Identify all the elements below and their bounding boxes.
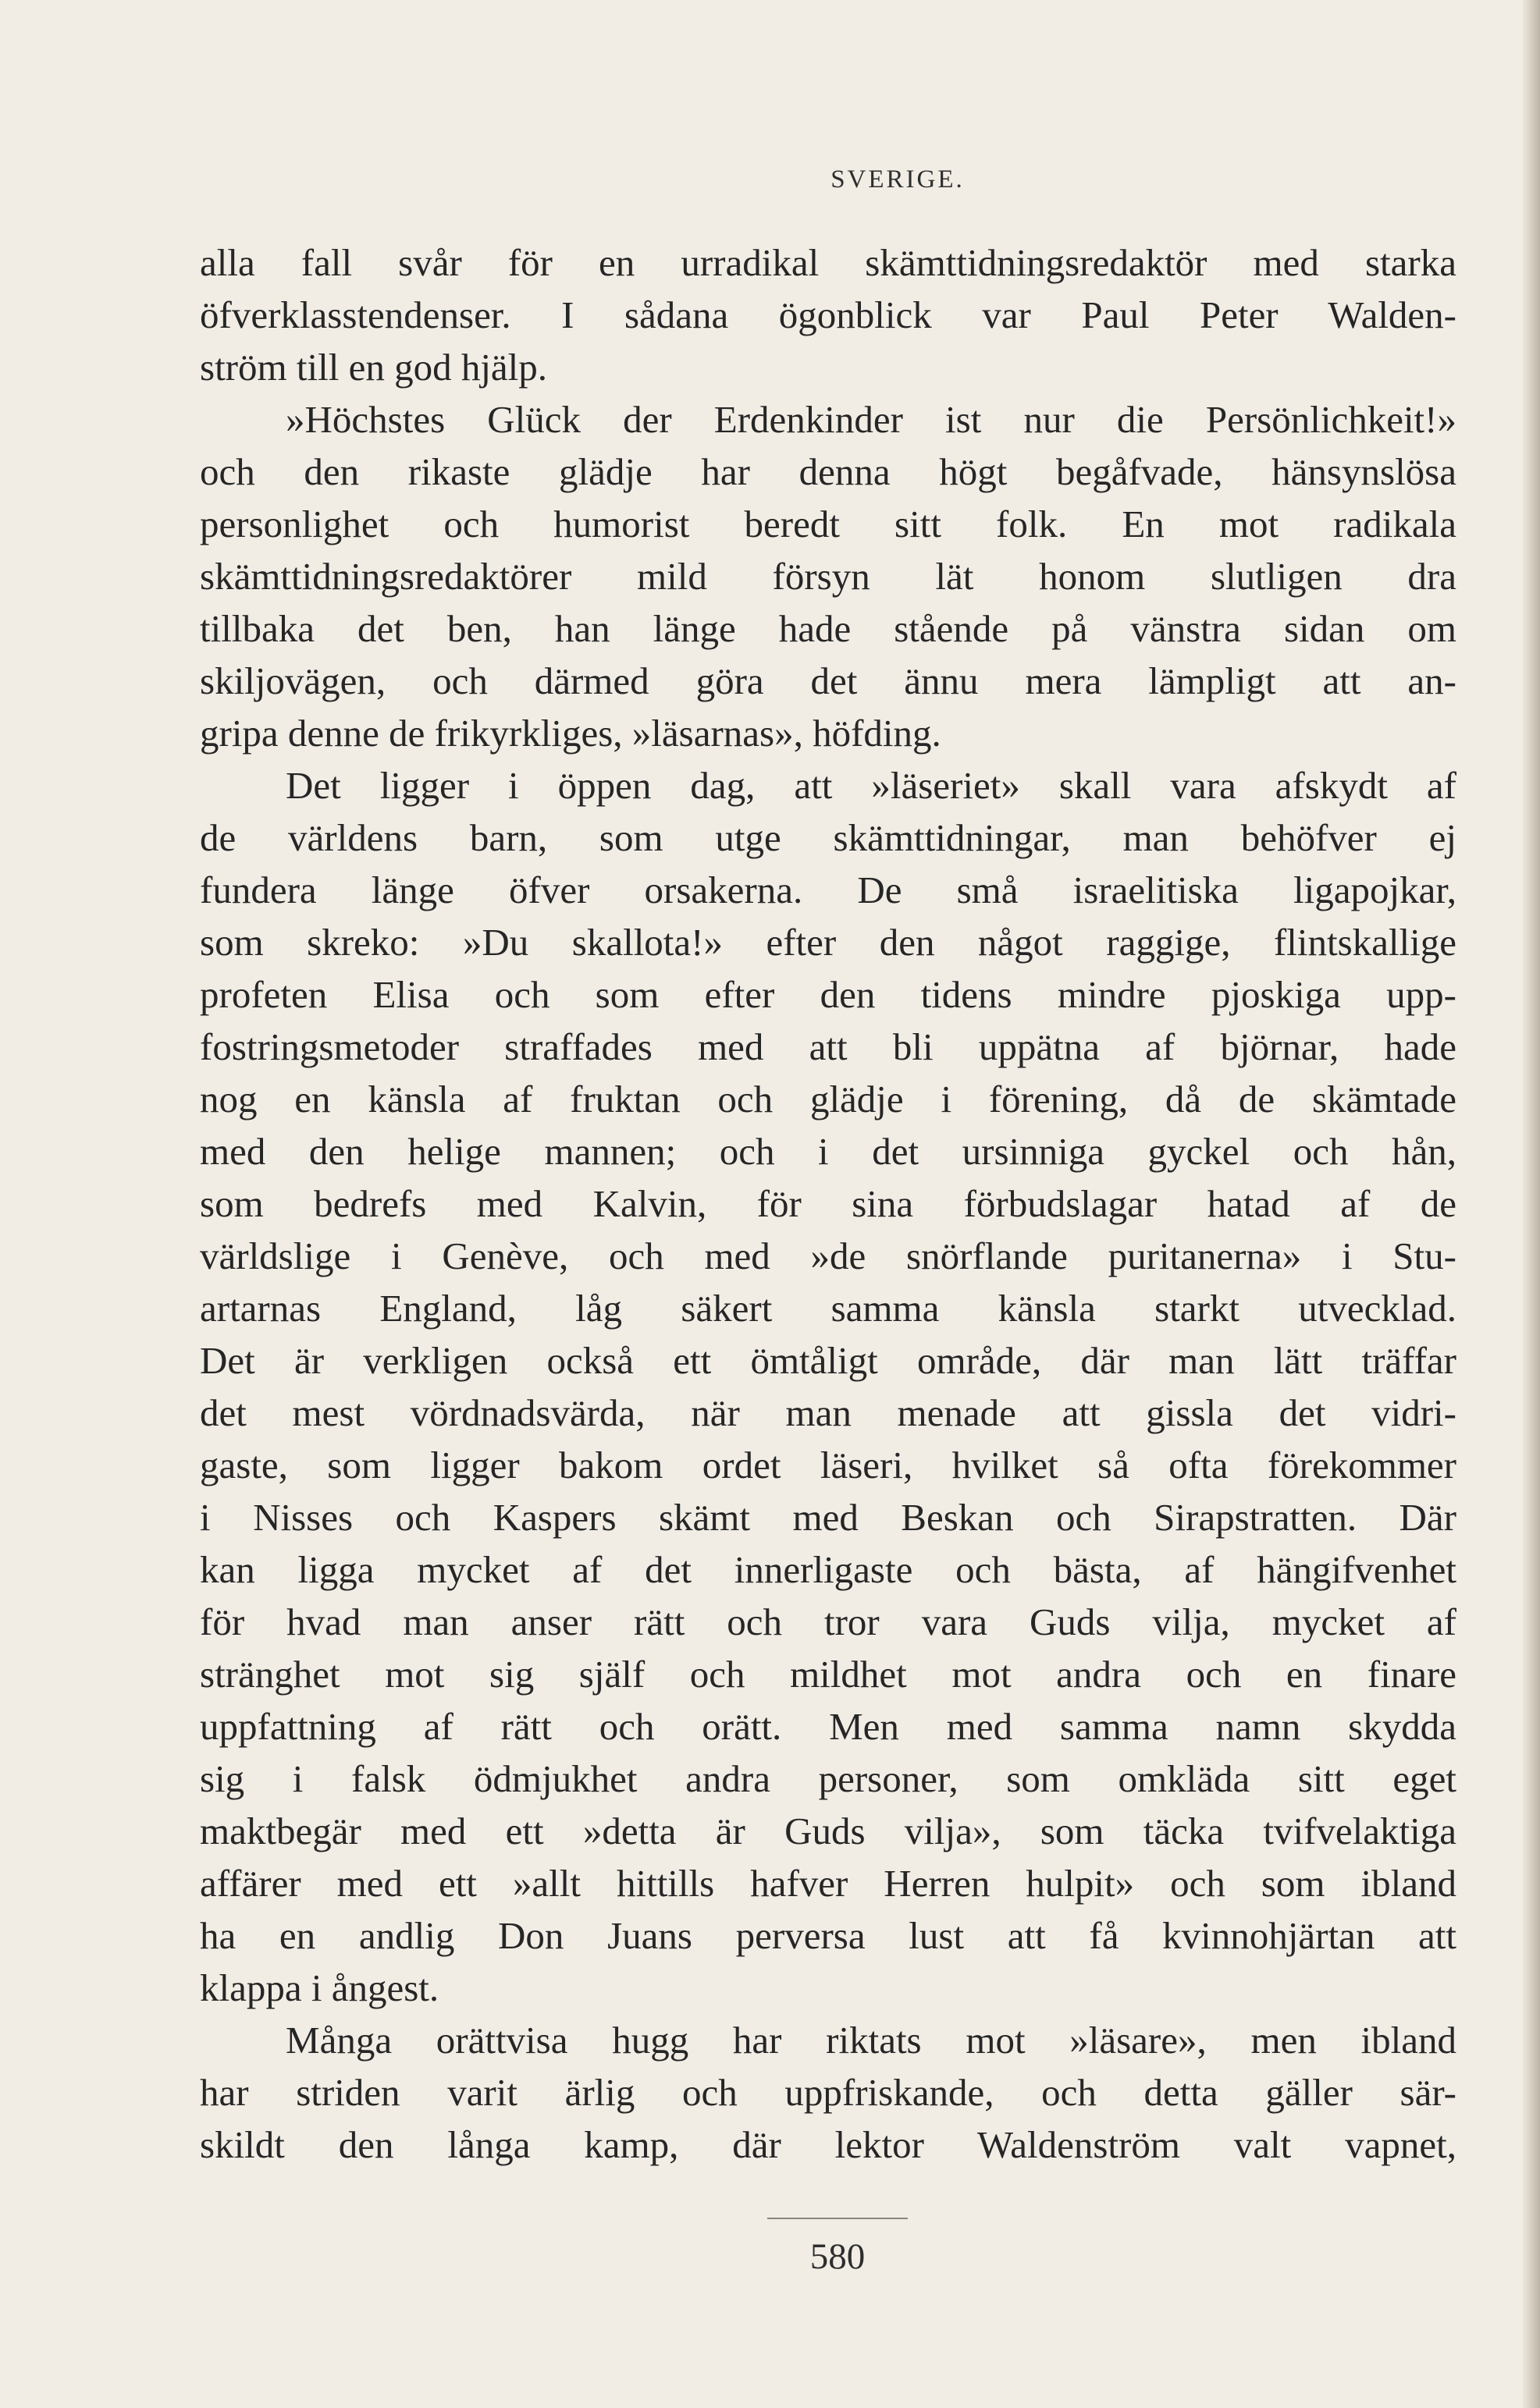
- text-line: personlighet och humorist beredt sitt folk. En mot radikala: [200, 503, 1456, 545]
- text-line: ha en andlig Don Juans perversa lust att få kvinnohjärtan att: [200, 1914, 1456, 1957]
- text-line: Det är verkligen också ett ömtåligt område, där man lätt träffar: [200, 1339, 1456, 1382]
- text-line: artarnas England, låg säkert samma känsla starkt utvecklad.: [200, 1287, 1456, 1330]
- text-line: världslige i Genève, och med »de snörflande puritanerna» i Stu-: [200, 1234, 1456, 1277]
- text-line: kan ligga mycket af det innerligaste och bästa, af hängifvenhet: [200, 1548, 1456, 1591]
- text-line: gripa denne de frikyrkliges, »läsarnas», höfding.: [200, 712, 941, 755]
- footer-rule: [767, 2218, 908, 2219]
- text-line: det mest vördnadsvärda, när man menade att gissla det vidri-: [200, 1391, 1456, 1434]
- text-line: affärer med ett »allt hittills hafver Herren hulpit» och som ibland: [200, 1862, 1456, 1905]
- text-line: »Höchstes Glück der Erdenkinder ist nur die Persönlichkeit!»: [286, 398, 1456, 441]
- text-line: alla fall svår för en urradikal skämttidningsredaktör med starka: [200, 241, 1456, 284]
- text-line: stränghet mot sig själf och mildhet mot andra och en finare: [200, 1653, 1456, 1696]
- body-text: [200, 236, 1456, 2171]
- text-line: Många orättvisa hugg har riktats mot »läsare», men ibland: [286, 2019, 1456, 2062]
- text-line: de världens barn, som utge skämttidningar, man behöfver ej: [200, 816, 1456, 859]
- text-line: maktbegär med ett »detta är Guds vilja», som täcka tvifvelaktiga: [200, 1810, 1456, 1852]
- text-line: ström till en god hjälp.: [200, 346, 548, 389]
- text-line: med den helige mannen; och i det ursinniga gyckel och hån,: [200, 1130, 1456, 1173]
- text-line: Det ligger i öppen dag, att »läseriet» skall vara afskydt af: [286, 764, 1456, 807]
- text-line: har striden varit ärlig och uppfriskande, och detta gäller sär-: [200, 2071, 1456, 2114]
- text-line: klappa i ångest.: [200, 1966, 439, 2009]
- text-line: som skreko: »Du skallota!» efter den något raggige, flintskallige: [200, 921, 1456, 964]
- page-edge-shadow: [1523, 0, 1540, 2408]
- page-number: 580: [809, 2236, 866, 2277]
- text-line: sig i falsk ödmjukhet andra personer, som omkläda sitt eget: [200, 1757, 1456, 1800]
- text-line: uppfattning af rätt och orätt. Men med samma namn skydda: [200, 1705, 1456, 1748]
- text-line: fostringsmetoder straffades med att bli uppätna af björnar, hade: [200, 1025, 1456, 1068]
- text-line: som bedrefs med Kalvin, för sina förbudslagar hatad af de: [200, 1182, 1456, 1225]
- text-line: öfverklasstendenser. I sådana ögonblick var Paul Peter Walden-: [200, 293, 1456, 336]
- running-head: SVERIGE.: [830, 165, 965, 194]
- text-line: profeten Elisa och som efter den tidens mindre pjoskiga upp-: [200, 973, 1456, 1016]
- text-line: i Nisses och Kaspers skämt med Beskan och Sirapstratten. Där: [200, 1496, 1456, 1539]
- text-line: skiljovägen, och därmed göra det ännu mera lämpligt att an-: [200, 659, 1456, 702]
- text-line: skämttidningsredaktörer mild försyn lät honom slutligen dra: [200, 555, 1456, 598]
- text-line: nog en känsla af fruktan och glädje i förening, då de skämtade: [200, 1078, 1456, 1121]
- text-line: fundera länge öfver orsakerna. De små israelitiska ligapojkar,: [200, 868, 1456, 911]
- text-line: gaste, som ligger bakom ordet läseri, hvilket så ofta förekommer: [200, 1444, 1456, 1486]
- text-line: skildt den långa kamp, där lektor Waldenström valt vapnet,: [200, 2123, 1456, 2166]
- text-line: för hvad man anser rätt och tror vara Guds vilja, mycket af: [200, 1600, 1456, 1643]
- text-line: och den rikaste glädje har denna högt begåfvade, hänsynslösa: [200, 450, 1456, 493]
- text-line: tillbaka det ben, han länge hade stående på vänstra sidan om: [200, 607, 1456, 650]
